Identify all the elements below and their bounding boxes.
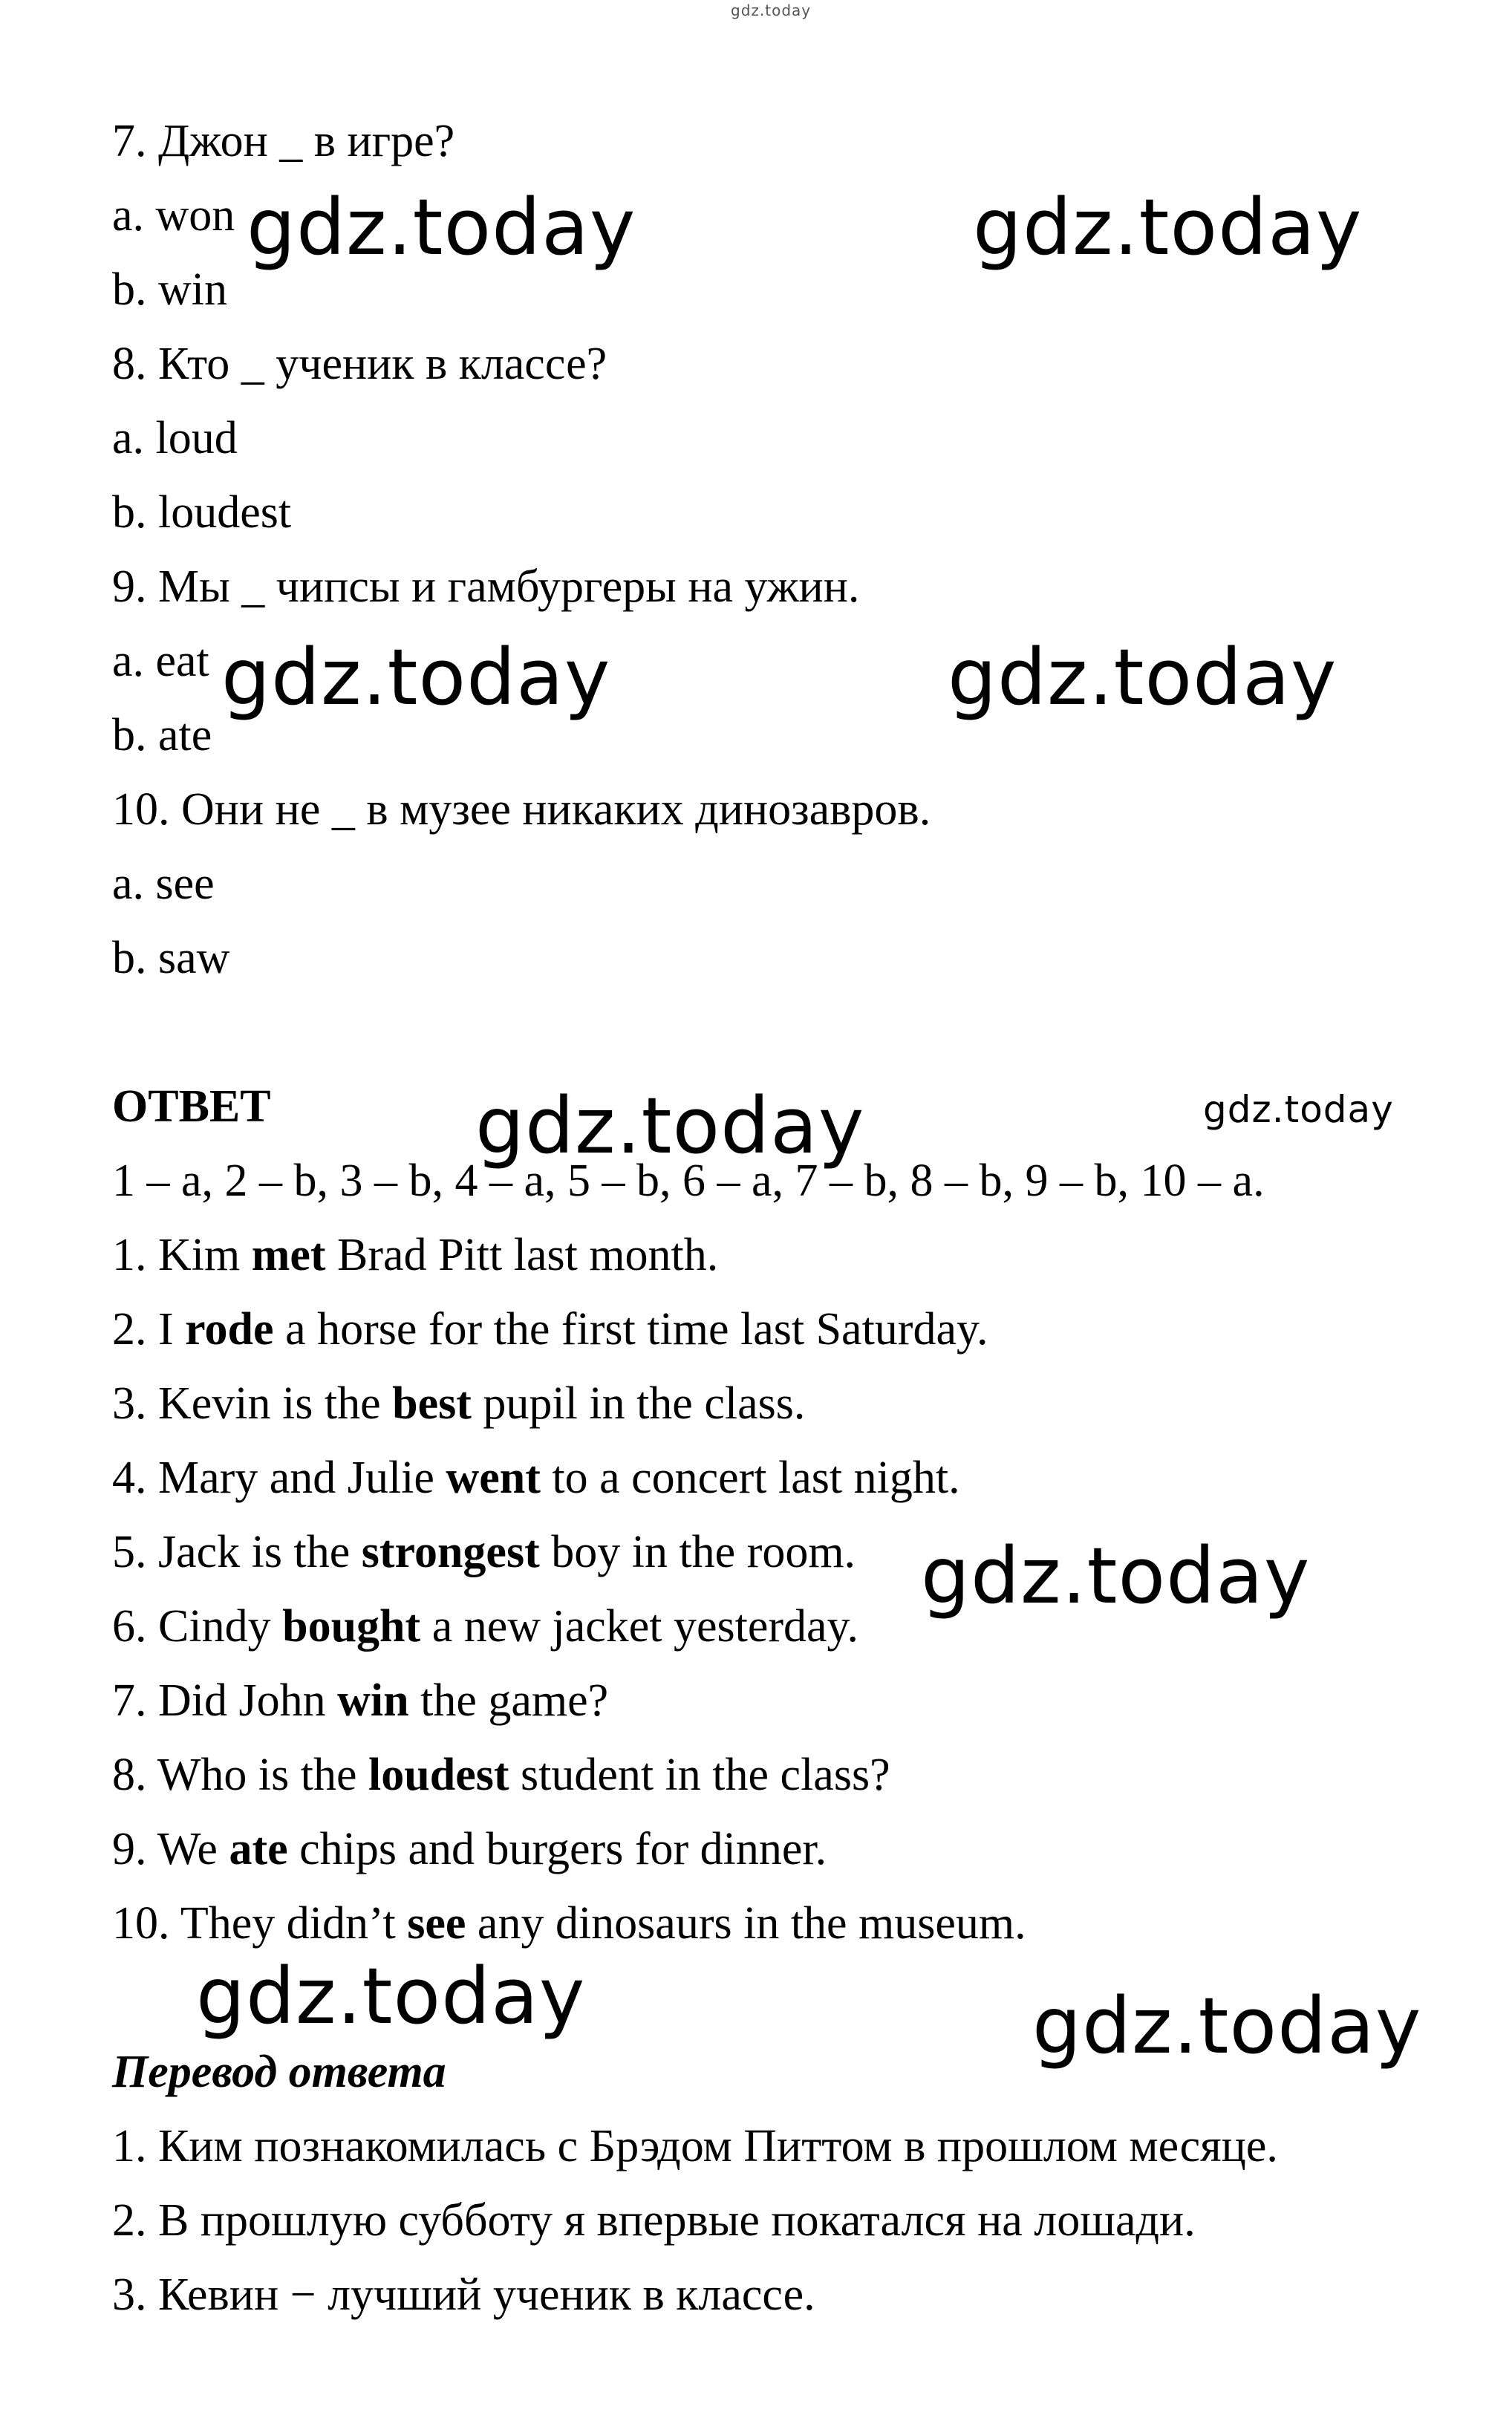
watermark: gdz.today [1032,1981,1422,2071]
watermark: gdz.today [948,632,1337,723]
answer-key: 1 – a, 2 – b, 3 – b, 4 – a, 5 – b, 6 – a, 7 – b, 8 – b, 9 – b, 10 – a. [112,1156,1265,1206]
answer-sentence: 5. Jack is the strongest boy in the room. [112,1527,856,1577]
watermark: gdz.today [247,182,636,273]
option-9b: b. ate [112,710,212,760]
answer-sentence: 2. I rode a horse for the first time last Saturday. [112,1304,988,1355]
answer-sentence: 6. Cindy bought a new jacket yesterday. [112,1601,859,1652]
answer-heading: ОТВЕТ [112,1081,271,1132]
option-10b: b. saw [112,933,230,983]
option-7b: b. win [112,264,227,315]
answer-sentence: 9. We ate chips and burgers for dinner. [112,1824,827,1874]
option-9a: a. eat [112,636,209,686]
translation-line: 1. Ким познакомилась с Брэдом Питтом в прошлом месяце. [112,2121,1278,2171]
question-10: 10. Они не _ в музее никаких динозавров. [112,784,931,835]
option-8a: a. loud [112,413,238,463]
question-9: 9. Мы _ чипсы и гамбургеры на ужин. [112,561,860,612]
answer-sentence: 4. Mary and Julie went to a concert last night. [112,1453,960,1503]
watermark: gdz.today [196,1951,586,2041]
option-10a: a. see [112,858,215,909]
watermark-top: gdz.today [731,1,812,19]
watermark-small: gdz.today [1203,1088,1394,1131]
watermark: gdz.today [475,1081,865,1171]
question-7: 7. Джон _ в игре? [112,116,455,166]
watermark: gdz.today [221,632,611,723]
watermark: gdz.today [921,1531,1311,1621]
option-8b: b. loudest [112,487,292,538]
question-8: 8. Кто _ ученик в классе? [112,339,607,389]
option-7a: a. won [112,190,235,241]
answer-sentence: 8. Who is the loudest student in the class? [112,1750,890,1800]
translation-heading: Перевод ответа [112,2047,446,2097]
answer-sentence: 1. Kim met Brad Pitt last month. [112,1230,719,1280]
translation-line: 2. В прошлую субботу я впервые покатался на лошади. [112,2195,1196,2246]
answer-sentence: 10. They didn’t see any dinosaurs in the museum. [112,1898,1026,1949]
answer-sentence: 7. Did John win the game? [112,1675,609,1726]
answer-sentence: 3. Kevin is the best pupil in the class. [112,1378,806,1429]
translation-line: 3. Кевин − лучший ученик в классе. [112,2269,815,2320]
watermark: gdz.today [973,182,1363,273]
